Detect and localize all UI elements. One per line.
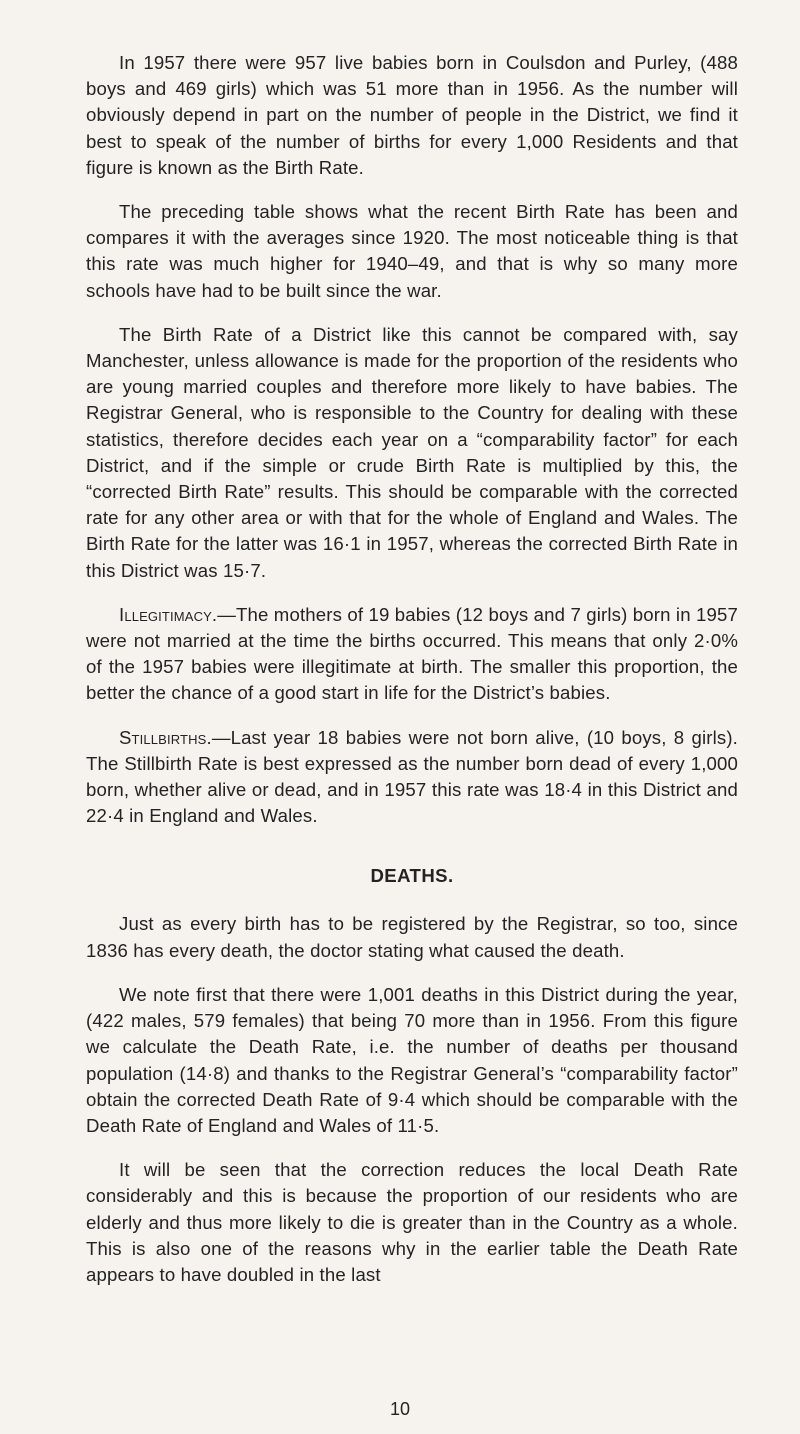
page-number: 10 [389, 1399, 411, 1419]
paragraph-text: —The mothers of 19 babies (12 boys and 7 girls) born in 1957 were not married at the time the births occurred. This means that only 2·0% of the 1957 babies were illegitimate at birth. The smaller this proportion, the better the chance of a good start in life for the District’s babies. [86, 603, 738, 704]
illegitimacy-lead: Illegitimacy. [119, 603, 218, 625]
paragraph-death-rate [86, 982, 738, 1139]
paragraph-text: The Birth Rate of a District like this cannot be compared with, say Manchester, unless allowance is made for the proportion of the residents who are young married couples and therefore more likely to have babies. The Registrar General, who is responsible to the Country for dealing with these statistics, therefore decides each year on a “comparability factor” for each District, and if the simple or crude Birth Rate is multiplied by this, the “corrected Birth Rate” results. This should be comparable with the corrected rate for any other area or with that for the whole of England and Wales. The Birth Rate for the latter was 16·1 in 1957, whereas the corrected Birth Rate in this District was 15·7. [86, 323, 738, 581]
paragraph-text: —Last year 18 babies were not born alive, (10 boys, 8 girls). The Stillbirth Rate is best expressed as the number born dead of every 1,000 born, whether alive or dead, and in 1957 this rate was 18·4 in this District and 22·4 in England and Wales. [86, 726, 738, 827]
paragraph-births-1957 [86, 50, 738, 181]
paragraph-text: The preceding table shows what the recent Birth Rate has been and compares it with the averages since 1920. The most noticeable thing is that this rate was much higher for 1940–49, and that is why so many more schools have had to be built since the war. [86, 201, 738, 301]
paragraph-illegitimacy [86, 602, 738, 707]
stillbirths-lead: Stillbirths. [119, 726, 212, 748]
paragraph-birth-rate-table [86, 199, 738, 304]
paragraph-death-registration [86, 911, 738, 963]
paragraph-text: It will be seen that the correction reduces the local Death Rate considerably and this is because the proportion of our residents who are elderly and thus more likely to die is greater than in the Country as a whole. This is also one of the reasons why in the earlier table the Death Rate appears to have doubled in the last [86, 1159, 738, 1285]
paragraph-text: We note first that there were 1,001 deaths in this District during the year, (422 males, 579 females) that being 70 more than in 1956. From this figure we calculate the Death Rate, i.e. the number of deaths per thousand population (14·8) and thanks to the Registrar General’s “comparability factor” obtain the corrected Death Rate of 9·4 which should be comparable with the Death Rate of England and Wales of 11·5. [86, 983, 738, 1136]
paragraph-text: In 1957 there were 957 live babies born in Coulsdon and Purley, (488 boys and 469 girls) which was 51 more than in 1956. As the number will obviously depend in part on the number of people in the District, we find it best to speak of the number of births for every 1,000 Residents and that figure is known as the Birth Rate. [86, 52, 738, 178]
paragraph-stillbirths [86, 725, 738, 830]
paragraph-corrected-birth-rate [86, 322, 738, 584]
paragraph-text: Just as every birth has to be registered by the Registrar, so too, since 1836 has every death, the doctor stating what caused the death. [86, 913, 738, 961]
paragraph-death-rate-correction [86, 1157, 738, 1288]
deaths-heading: DEATHS. [370, 865, 454, 887]
